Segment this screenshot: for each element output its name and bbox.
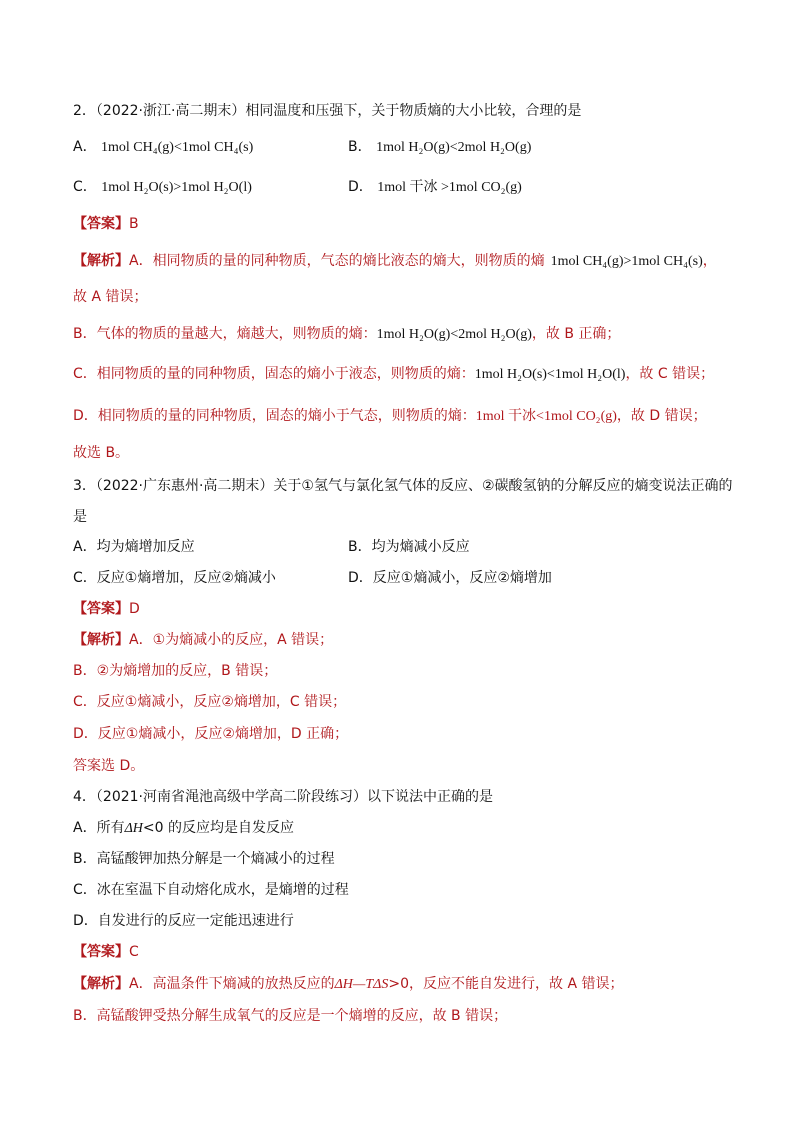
q3-stem-cont: 是 — [73, 509, 87, 525]
q3-answer — [73, 599, 140, 619]
q4-analysis-b: B．高锰酸钾受热分解生成氧气的反应是一个熵增的反应，故 B 错误； — [73, 1008, 508, 1024]
answer-value: D — [129, 601, 140, 617]
answer-value: C — [129, 944, 139, 960]
q2-analysis-a-cont: 故 A 错误； — [73, 289, 148, 305]
analysis-end: ，故 B 正确； — [531, 326, 621, 342]
q3-analysis-c: C．反应①熵减小，反应②熵增加，C 错误； — [73, 694, 347, 710]
q2-option-a[interactable] — [73, 137, 253, 158]
q2-analysis-d — [73, 406, 707, 427]
q2-analysis-c — [73, 364, 714, 385]
q4-stem: 4．（2021·河南省渑池高级中学高二阶段练习）以下说法中正确的是 — [73, 789, 493, 805]
analysis-formula: 1mol 干冰<1mol CO₂(g) — [475, 409, 617, 424]
option-text-end: <0 的反应均是自发反应 — [142, 820, 294, 836]
answer-value: B — [129, 216, 139, 232]
q4-option-c[interactable]: C．冰在室温下自动熔化成水，是熵增的过程 — [73, 882, 349, 898]
analysis-end: ，故 C 错误； — [625, 366, 715, 382]
answer-tag: 【答案】 — [73, 601, 129, 617]
q3-option-a[interactable]: A．均为熵增加反应 — [73, 539, 195, 555]
analysis-end: ， — [702, 253, 717, 269]
analysis-text: A．相同物质的量的同种物质，气态的熵比液态的熵大，则物质的熵 — [129, 253, 545, 269]
q2-analysis-b — [73, 324, 620, 345]
q2-analysis-a — [73, 251, 717, 272]
q3-option-c[interactable]: C．反应①熵增加，反应②熵减小 — [73, 570, 276, 586]
analysis-text: B．气体的物质的量越大，熵越大，则物质的熵： — [73, 326, 377, 342]
analysis-tag: 【解析】 — [73, 253, 129, 269]
option-text: 1mol 干冰 >1mol CO₂(g) — [377, 180, 522, 195]
option-label: B． — [348, 139, 372, 155]
q2-stem: 2．（2022·浙江·高二期末）相同温度和压强下，关于物质熵的大小比较，合理的是 — [73, 103, 582, 119]
q4-answer — [73, 942, 139, 962]
analysis-text: A．①为熵减小的反应，A 错误； — [129, 632, 334, 648]
q3-conclusion: 答案选 D。 — [73, 758, 145, 774]
analysis-text: C．相同物质的量的同种物质，固态的熵小于液态，则物质的熵： — [73, 366, 475, 382]
option-text: 1mol H₂O(s)>1mol H₂O(l) — [101, 180, 252, 195]
answer-tag: 【答案】 — [73, 944, 129, 960]
q3-analysis-a — [73, 630, 333, 650]
analysis-text-end: >0，反应不能自发进行，故 A 错误； — [388, 976, 624, 992]
q2-option-c[interactable] — [73, 177, 252, 198]
q2-option-b[interactable] — [348, 137, 531, 158]
option-text: A．所有 — [73, 820, 125, 836]
option-text: 1mol CH₄(g)<1mol CH₄(s) — [101, 140, 254, 155]
q2-conclusion: 故选 B。 — [73, 445, 130, 461]
analysis-end: ，故 D 错误； — [616, 408, 707, 424]
option-label: C． — [73, 179, 97, 195]
q3-analysis-d: D．反应①熵减小，反应②熵增加，D 正确； — [73, 726, 349, 742]
q4-option-a[interactable] — [73, 818, 294, 839]
option-label: A． — [73, 139, 97, 155]
analysis-tag: 【解析】 — [73, 976, 129, 992]
analysis-formula: 1mol H₂O(s)<1mol H₂O(l) — [474, 367, 626, 382]
analysis-text: D．相同物质的量的同种物质，固态的熵小于气态，则物质的熵： — [73, 408, 476, 424]
q3-option-b[interactable]: B．均为熵减小反应 — [348, 539, 470, 555]
q3-stem: 3．（2022·广东惠州·高二期末）关于①氢气与氯化氢气体的反应、②碳酸氢钠的分解反应的熵变说法正确的 — [73, 478, 733, 494]
q4-option-b[interactable]: B．高锰酸钾加热分解是一个熵减小的过程 — [73, 851, 335, 867]
q3-option-d[interactable]: D．反应①熵减小，反应②熵增加 — [348, 570, 552, 586]
q3-analysis-b: B．②为熵增加的反应，B 错误； — [73, 663, 278, 679]
q4-option-d[interactable]: D．自发进行的反应一定能迅速进行 — [73, 913, 294, 929]
analysis-formula: 1mol H₂O(g)<2mol H₂O(g) — [376, 327, 532, 342]
analysis-tag: 【解析】 — [73, 632, 129, 648]
analysis-text: A．高温条件下熵减的放热反应的 — [129, 976, 335, 992]
q4-analysis-a — [73, 974, 623, 995]
delta-h-symbol: ΔH — [124, 821, 143, 836]
analysis-formula: 1mol CH₄(g)>1mol CH₄(s) — [550, 254, 703, 269]
q2-answer — [73, 214, 139, 234]
option-label: D． — [348, 179, 373, 195]
gibbs-expression: ΔH—TΔS — [334, 977, 389, 992]
q2-option-d[interactable] — [348, 177, 522, 198]
answer-tag: 【答案】 — [73, 216, 129, 232]
option-text: 1mol H₂O(g)<2mol H₂O(g) — [376, 140, 532, 155]
